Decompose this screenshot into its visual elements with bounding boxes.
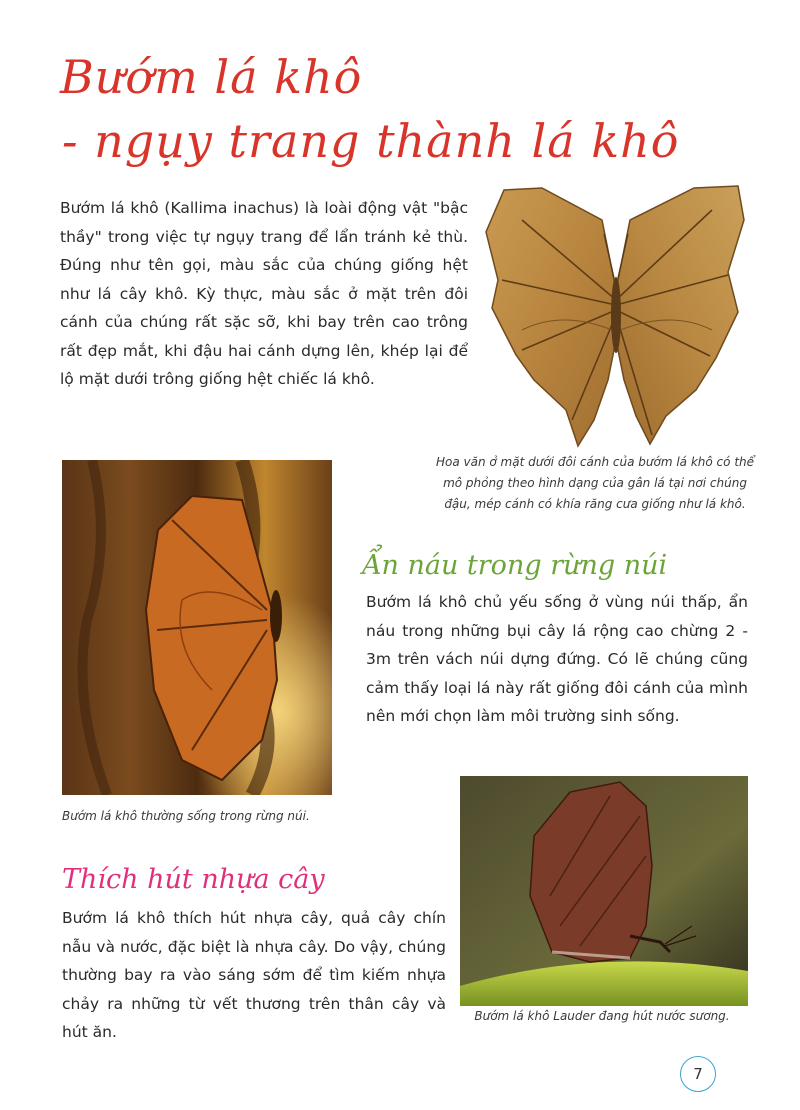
page-number [680,1056,716,1092]
page-title-line1: Bướm lá khô [60,50,363,104]
section-heading-mountain: Ẩn náu trong rừng núi [362,550,668,581]
butterfly-spread-image [482,180,750,448]
intro-paragraph: Bướm lá khô (Kallima inachus) là loài động vật "bậc thầy" trong việc tự ngụy trang để lẩn tránh kẻ thù. Đúng như tên gọi, màu sắc của chúng giống hệt như lá cây khô. Kỳ thực, màu sắc ở mặt trên đôi cánh của chúng rất sặc sỡ, khi bay trên cao trông rất đẹp mắt, khi đậu hai cánh dựng lên, khép lại để lộ mặt dưới trông giống hệt chiếc lá khô. [60,199,468,388]
butterfly-forest-image [62,460,332,795]
butterfly-dew-caption: Bướm lá khô Lauder đang hút nước sương. [452,1006,752,1027]
section-mountain-paragraph: Bướm lá khô chủ yếu sống ở vùng núi thấp, ẩn náu trong những bụi cây lá rộng cao chừng 2 - 3m trên vách núi dựng đứng. Có lẽ chúng cũng cảm thấy loại lá này rất giống đôi cánh của mình nên mới chọn làm môi trường sinh sống. [366,593,748,725]
section-heading-sap: Thích hút nhựa cây [62,864,325,895]
page-title-line2: - ngụy trang thành lá khô [62,114,680,168]
butterfly-forest-caption: Bướm lá khô thường sống trong rừng núi. [62,809,310,823]
butterfly-dew-image [460,776,748,1010]
page-number-label: 7 [693,1065,703,1083]
butterfly-spread-caption: Hoa văn ở mặt dưới đôi cánh của bướm lá khô có thể mô phỏng theo hình dạng của gân lá tại nơi chúng đậu, mép cánh có khía răng cưa giống như lá khô. [435,455,755,511]
section-sap-paragraph: Bướm lá khô thích hút nhựa cây, quả cây chín nẫu và nước, đặc biệt là nhựa cây. Do vậy, chúng thường bay ra vào sáng sớm để tìm kiếm nhựa chảy ra những từ vết thương trên thân cây và hút ăn. [62,909,446,1041]
